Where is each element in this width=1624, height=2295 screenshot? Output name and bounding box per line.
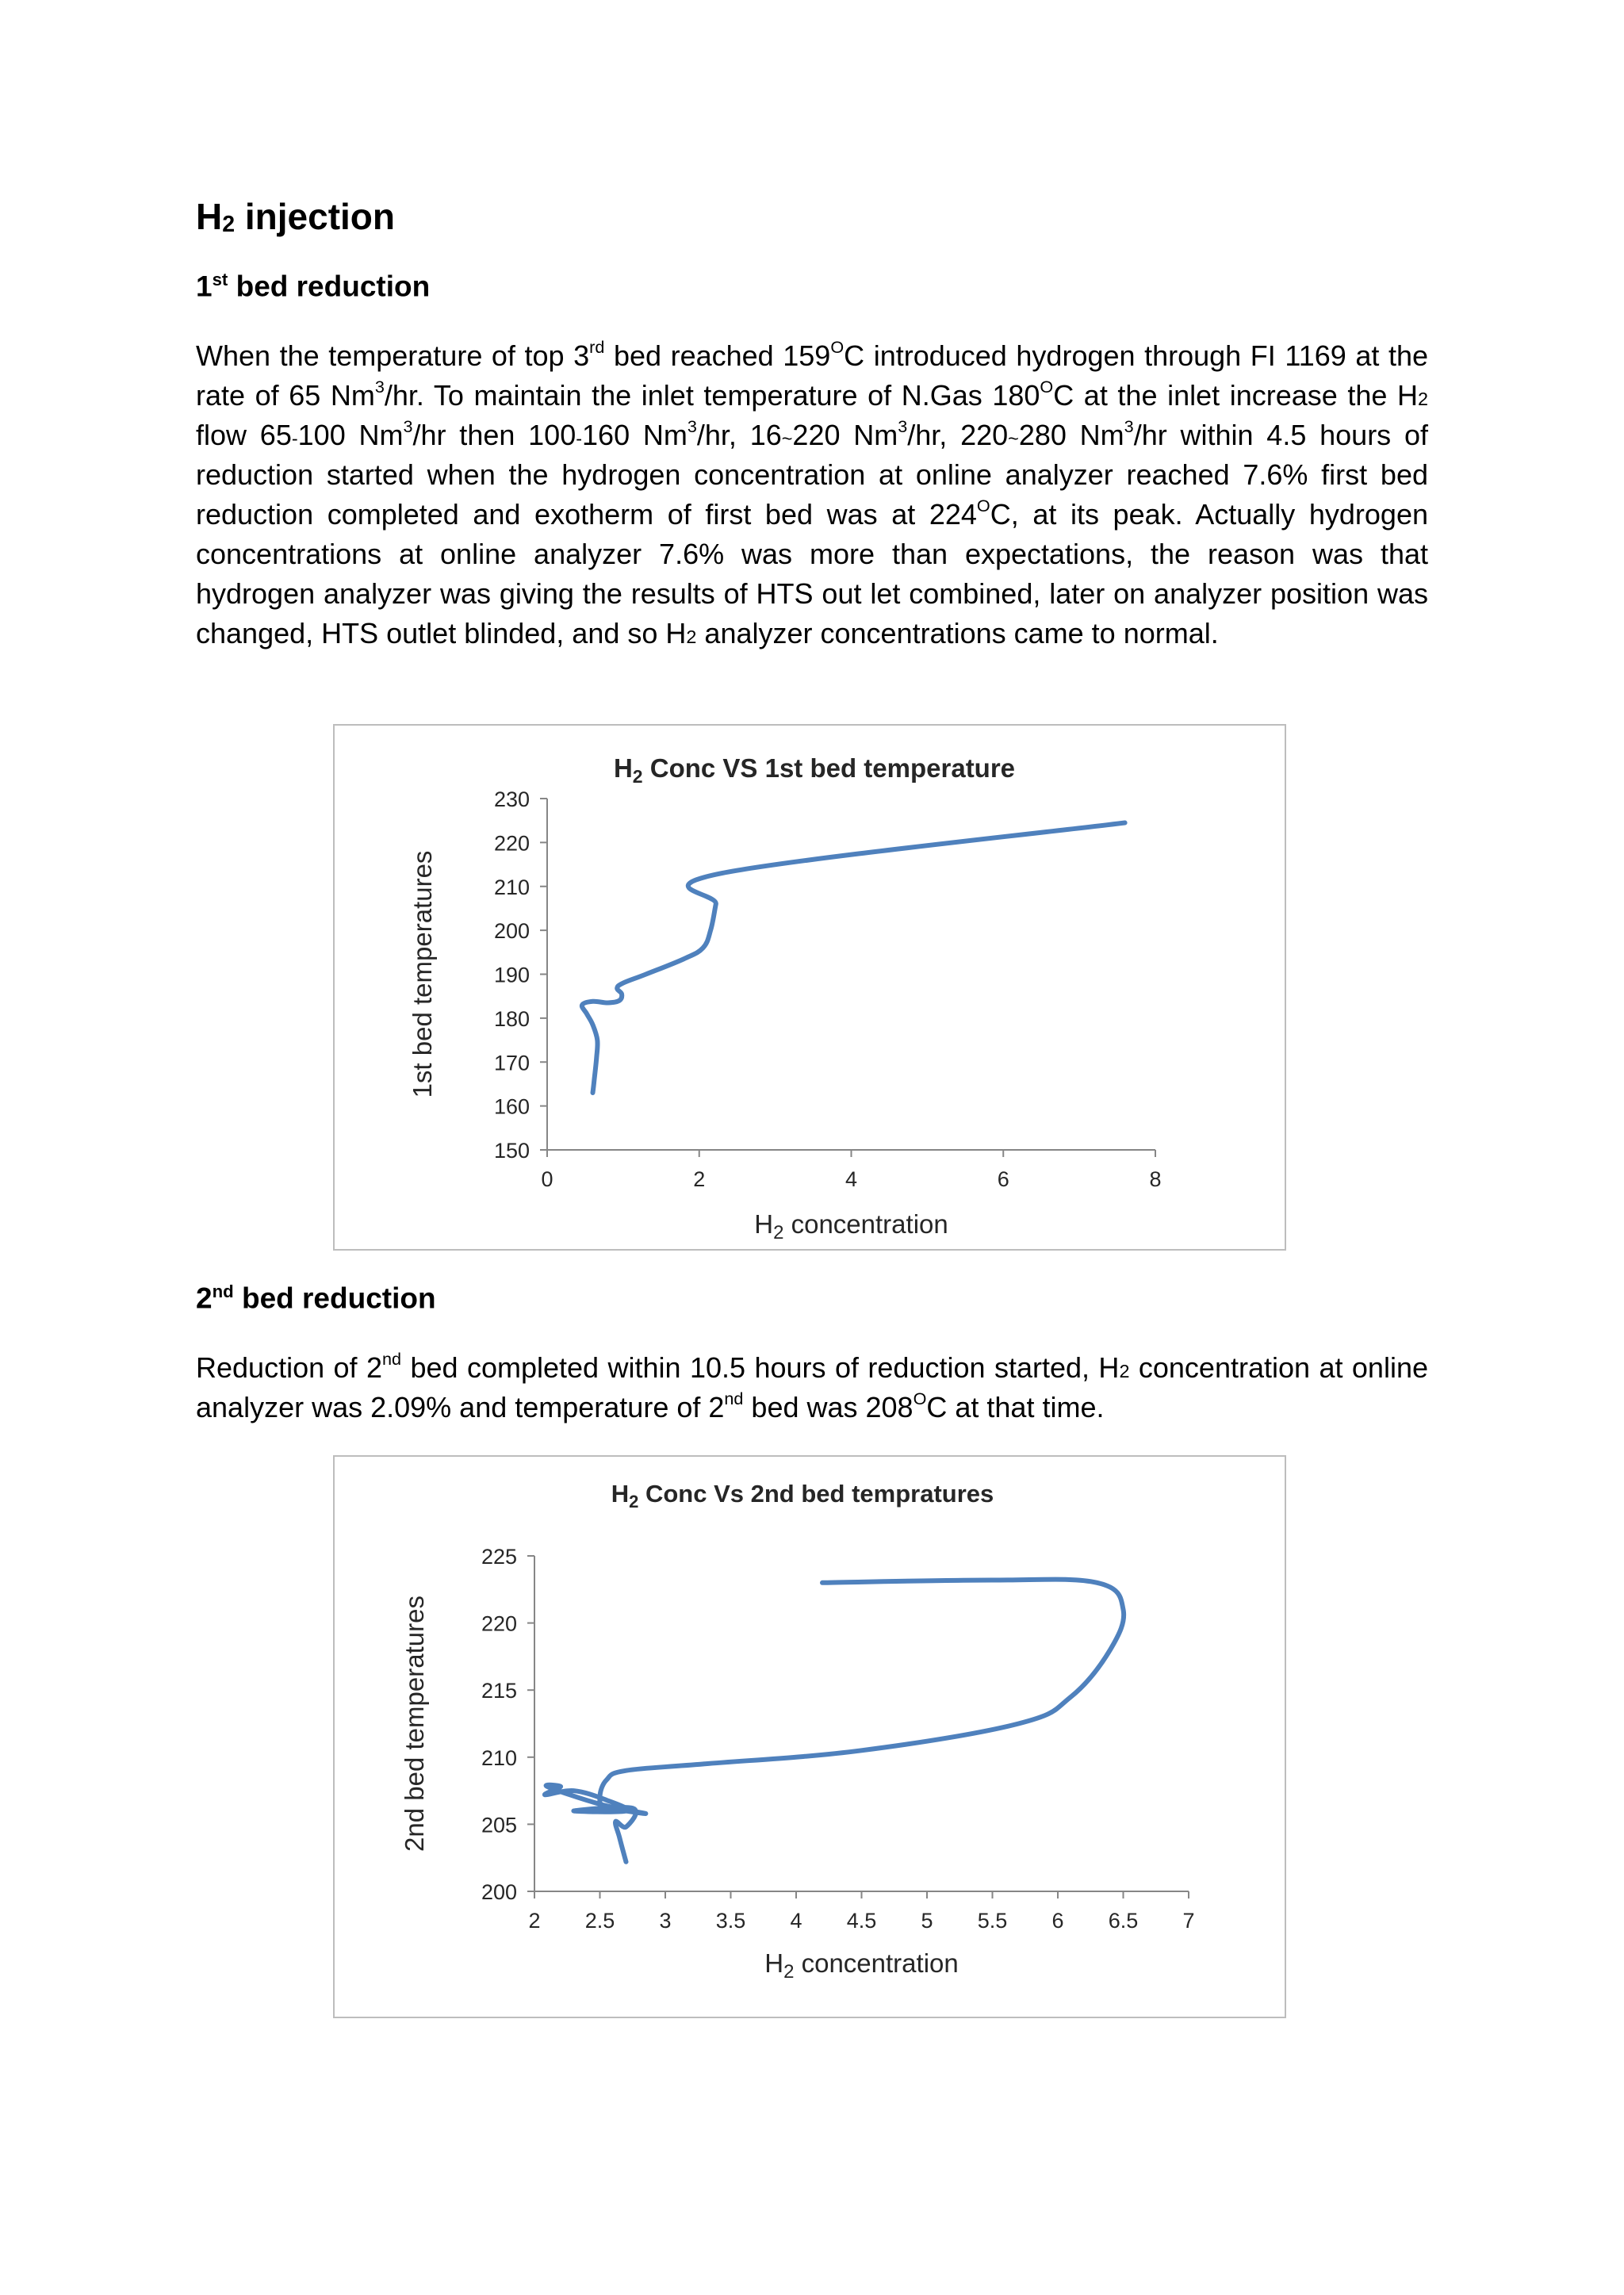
chart-1st-bed-svg — [335, 726, 1285, 1249]
chart1-series-line — [582, 823, 1125, 1094]
chart1-y-tick-label: 150 — [493, 1139, 530, 1163]
chart2-y-tick-label: 225 — [481, 1545, 517, 1569]
chart2-x-tick-label: 6 — [1051, 1909, 1064, 1933]
chart1-y-tick-label: 210 — [493, 875, 530, 899]
chart2-x-tick-label: 3 — [659, 1909, 672, 1933]
chart1-y-tick-label: 170 — [493, 1051, 530, 1075]
chart2-x-tick-label: 4 — [790, 1909, 802, 1933]
chart1-x-tick-label: 8 — [1149, 1167, 1162, 1191]
chart2-title: $H_2$ Conc Vs 2nd bed tempratures — [611, 1480, 994, 1511]
chart2-y-tick-label: 205 — [481, 1813, 517, 1837]
chart2-y-tick-label: 215 — [481, 1679, 517, 1703]
chart2-x-tick-label: 5 — [921, 1909, 933, 1933]
chart1-x-tick-label: 4 — [845, 1167, 858, 1191]
chart2-x-axis-label: $H_2$ concentration — [764, 1948, 959, 1983]
chart1-y-tick-label: 220 — [493, 831, 530, 856]
chart1-x-axis-label: $H_2$ concentration — [754, 1209, 948, 1243]
chart1-x-tick-label: 0 — [541, 1167, 553, 1191]
page-heading: $H_2$ injection — [196, 196, 395, 237]
chart1-title: $H_2$ Conc VS 1st bed temperature — [613, 753, 1016, 787]
chart2-x-tick-label: 3.5 — [715, 1909, 746, 1933]
chart2-y-tick-label: 210 — [481, 1745, 517, 1770]
chart1-y-tick-label: 160 — [493, 1094, 530, 1119]
section2-heading: 2nd bed reduction — [196, 1282, 436, 1315]
section2-paragraph: Reduction of 2nd bed completed within 10.5 hours of reduction started, H2 concentration at online analyzer was 2.09% and temperature of 2nd bed was $208^OC$ at that time. — [196, 1348, 1428, 1423]
chart2-x-tick-label: 6.5 — [1108, 1909, 1139, 1933]
chart2-x-tick-label: 2.5 — [584, 1909, 615, 1933]
chart-1st-bed — [333, 724, 1286, 1251]
chart2-x-tick-label: 5.5 — [977, 1909, 1008, 1933]
chart1-x-tick-label: 6 — [997, 1167, 1009, 1191]
chart2-y-tick-label: 220 — [481, 1611, 517, 1636]
chart-2nd-bed — [333, 1455, 1286, 2018]
section1-heading: 1st bed reduction — [196, 270, 431, 303]
chart2-series-line — [545, 1580, 1124, 1862]
chart2-x-tick-label: 7 — [1182, 1909, 1195, 1933]
chart1-y-tick-label: 230 — [493, 787, 530, 811]
chart2-x-tick-label: 2 — [528, 1909, 541, 1933]
chart2-y-axis-label: 2nd bed temperatures — [400, 1596, 429, 1852]
chart1-y-tick-label: 200 — [493, 919, 530, 944]
section1-paragraph: When the temperature of top 3rd bed reached $159^OC$ introduced hydrogen through FI 1169 at the rate of 65 Nm$^3$/hr. To maintain the inlet temperature of N.Gas $180^OC$ at the inlet increase the H2 flow 65-100 Nm$^3$/hr then 100-160 Nm$^3$/hr, 16~220 Nm$^3$/hr, 220~280 Nm$^3$/hr within 4.5 hours of reduction started when the hydrogen concentration at online analyzer reached 7.6% first bed reduction completed and exotherm of first bed was at $224^OC$, at its peak. Actually hydrogen concentrations at online analyzer 7.6% was more than expectations, the reason was that hydrogen analyzer was giving the results of HTS out let combined, later on analyzer position was changed, HTS outlet blinded, and so H2 analyzer concentrations came to normal. — [196, 336, 1429, 649]
chart1-y-tick-label: 180 — [493, 1006, 530, 1031]
chart1-y-tick-label: 190 — [493, 963, 530, 987]
chart2-y-tick-label: 200 — [481, 1880, 517, 1904]
chart1-x-tick-label: 2 — [693, 1167, 706, 1191]
chart-2nd-bed-svg — [335, 1457, 1285, 2017]
chart2-x-tick-label: 4.5 — [846, 1909, 877, 1933]
chart1-y-axis-label: 1st bed temperatures — [408, 850, 437, 1098]
